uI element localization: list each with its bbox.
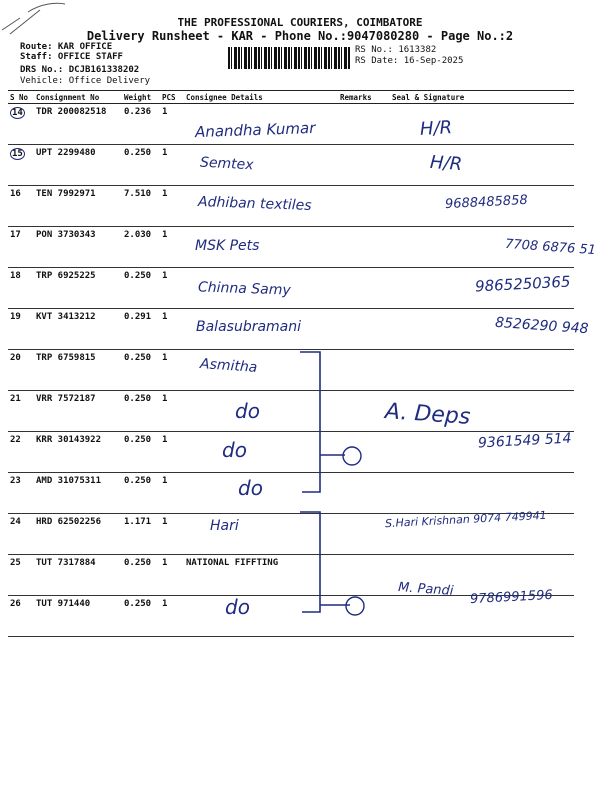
row-pcs-value: 1 <box>162 230 168 240</box>
table-header-row <box>8 91 574 104</box>
row-remarks <box>338 104 390 145</box>
row-remarks <box>338 268 390 309</box>
handwritten-signature: 7708 6876 51 <box>504 236 597 259</box>
row-sno-value: 18 <box>10 271 21 281</box>
row-remarks <box>338 186 390 227</box>
row-consignee <box>184 350 338 391</box>
table-row <box>8 596 574 637</box>
table-row <box>8 555 574 596</box>
row-signature <box>390 555 574 596</box>
row-signature <box>390 145 574 186</box>
row-pcs <box>160 186 184 227</box>
table-row <box>8 309 574 350</box>
row-consignment-value: TUT 7317884 <box>36 558 96 568</box>
row-signature <box>390 514 574 555</box>
row-consignee-value: NATIONAL FIFFTING <box>186 558 279 568</box>
row-pcs-value: 1 <box>162 394 168 404</box>
col-signature: Seal & Signature <box>390 91 574 104</box>
row-pcs <box>160 391 184 432</box>
table-row <box>8 104 574 145</box>
row-consignment <box>34 473 122 514</box>
row-consignment-value: KRR 30143922 <box>36 435 102 445</box>
row-consignee <box>184 145 338 186</box>
row-consignment <box>34 186 122 227</box>
row-pcs <box>160 309 184 350</box>
handwritten-signature: 9688485858 <box>444 192 529 213</box>
col-remarks: Remarks <box>338 91 390 104</box>
row-sno-value: 14 <box>12 108 23 118</box>
col-weight: Weight <box>122 91 160 104</box>
table-row <box>8 268 574 309</box>
row-consignee <box>184 268 338 309</box>
row-sno <box>8 309 34 350</box>
handwritten-consignee: Semtex <box>199 154 254 174</box>
row-remarks <box>338 227 390 268</box>
row-pcs <box>160 555 184 596</box>
table-row <box>8 145 574 186</box>
row-consignee <box>184 309 338 350</box>
row-pcs-value: 1 <box>162 189 168 199</box>
row-weight <box>122 596 160 637</box>
row-pcs <box>160 514 184 555</box>
table-row <box>8 186 574 227</box>
row-pcs-value: 1 <box>162 148 168 158</box>
row-signature <box>390 104 574 145</box>
table-row <box>8 514 574 555</box>
handwritten-consignee: Balasubramani <box>196 319 302 335</box>
row-weight <box>122 227 160 268</box>
row-sno-value: 24 <box>10 517 21 527</box>
row-sno <box>8 186 34 227</box>
handwritten-consignee: Chinna Samy <box>197 279 291 299</box>
row-consignment-value: AMD 31075311 <box>36 476 102 486</box>
row-pcs-value: 1 <box>162 558 168 568</box>
row-consignee <box>184 555 338 596</box>
row-consignee <box>184 514 338 555</box>
row-weight-value: 0.250 <box>124 271 152 281</box>
row-sno-value: 20 <box>10 353 21 363</box>
handwritten-consignee: do <box>238 476 263 500</box>
row-pcs-value: 1 <box>162 353 168 363</box>
row-remarks <box>338 473 390 514</box>
barcode <box>228 47 350 69</box>
row-weight-value: 0.250 <box>124 148 152 158</box>
row-weight-value: 0.250 <box>124 394 152 404</box>
handwritten-signature: 9786991596 <box>469 587 554 608</box>
row-remarks <box>338 309 390 350</box>
row-remarks <box>338 596 390 637</box>
row-weight <box>122 104 160 145</box>
row-weight-value: 0.250 <box>124 558 152 568</box>
row-pcs <box>160 268 184 309</box>
table-row <box>8 473 574 514</box>
row-consignment <box>34 555 122 596</box>
row-pcs-value: 1 <box>162 107 168 117</box>
row-remarks <box>338 514 390 555</box>
row-sno <box>8 227 34 268</box>
handwritten-consignee: do <box>225 595 250 619</box>
row-weight-value: 1.171 <box>124 517 152 527</box>
row-consignment <box>34 104 122 145</box>
row-weight <box>122 309 160 350</box>
row-sno-value: 22 <box>10 435 21 445</box>
row-sno <box>8 432 34 473</box>
row-remarks <box>338 145 390 186</box>
row-weight-value: 0.250 <box>124 353 152 363</box>
row-sno <box>8 555 34 596</box>
table-row <box>8 391 574 432</box>
row-sno <box>8 391 34 432</box>
row-sno-value: 19 <box>10 312 21 322</box>
col-sno: S No <box>8 91 34 104</box>
handwritten-consignee: Hari <box>210 518 239 534</box>
row-pcs-value: 1 <box>162 476 168 486</box>
handwritten-signature: 9865250365 <box>474 272 571 296</box>
row-signature <box>390 596 574 637</box>
row-sno-value: 16 <box>10 189 21 199</box>
row-consignment <box>34 350 122 391</box>
row-weight <box>122 514 160 555</box>
handwritten-signature: H/R <box>429 151 463 176</box>
table-row <box>8 432 574 473</box>
handwritten-signature: H/R <box>419 117 453 140</box>
row-weight-value: 2.030 <box>124 230 152 240</box>
runsheet-subtitle: Delivery Runsheet - KAR - Phone No.:9047080280 - Page No.:2 <box>86 29 514 43</box>
row-consignment-value: TDR 200082518 <box>36 107 107 117</box>
runsheet-table <box>8 90 574 637</box>
row-sno <box>8 268 34 309</box>
row-sno-value: 15 <box>12 149 23 159</box>
row-consignee <box>184 596 338 637</box>
handwritten-consignee: MSK Pets <box>195 238 260 254</box>
row-pcs-value: 1 <box>162 271 168 281</box>
row-pcs <box>160 104 184 145</box>
row-consignee <box>184 104 338 145</box>
row-weight <box>122 473 160 514</box>
row-weight-value: 0.250 <box>124 435 152 445</box>
handwritten-consignee: do <box>222 438 247 462</box>
handwritten-signature: M. Pandi <box>397 580 454 599</box>
row-consignment <box>34 391 122 432</box>
staff-label: Staff: OFFICE STAFF <box>20 52 123 62</box>
col-pcs: PCS <box>160 91 184 104</box>
row-weight-value: 0.250 <box>124 476 152 486</box>
handwritten-consignee: Adhiban textiles <box>197 194 312 214</box>
row-pcs <box>160 473 184 514</box>
row-consignment-value: PON 3730343 <box>36 230 96 240</box>
rs-date: RS Date: 16-Sep-2025 <box>355 56 464 66</box>
row-sno <box>8 145 34 186</box>
row-sno-value: 21 <box>10 394 21 404</box>
col-consignment: Consignment No <box>34 91 122 104</box>
col-consignee: Consignee Details <box>184 91 338 104</box>
row-remarks <box>338 350 390 391</box>
row-weight <box>122 555 160 596</box>
row-consignment-value: TUT 971440 <box>36 599 91 609</box>
row-sno <box>8 473 34 514</box>
row-weight <box>122 391 160 432</box>
row-signature <box>390 186 574 227</box>
handwritten-consignee: do <box>235 399 260 423</box>
row-sno-value: 23 <box>10 476 21 486</box>
handwritten-signature: A. Deps <box>384 399 472 430</box>
row-weight <box>122 268 160 309</box>
row-consignment-value: HRD 62502256 <box>36 517 102 527</box>
handwritten-consignee: Asmitha <box>199 356 258 376</box>
row-pcs-value: 1 <box>162 435 168 445</box>
row-remarks <box>338 391 390 432</box>
handwritten-consignee: Anandha Kumar <box>194 118 316 142</box>
row-signature <box>390 227 574 268</box>
row-consignee <box>184 186 338 227</box>
row-signature <box>390 268 574 309</box>
row-sno-value: 26 <box>10 599 21 609</box>
row-consignee <box>184 227 338 268</box>
row-pcs <box>160 227 184 268</box>
row-pcs <box>160 432 184 473</box>
handwritten-signature: 9361549 514 <box>477 430 572 452</box>
rs-number: RS No.: 1613382 <box>355 45 437 55</box>
row-remarks <box>338 432 390 473</box>
row-consignee <box>184 432 338 473</box>
row-weight-value: 0.250 <box>124 599 152 609</box>
row-weight-value: 0.291 <box>124 312 152 322</box>
drs-number: DRS No.: DCJB161338202 <box>20 65 140 75</box>
row-pcs-value: 1 <box>162 599 168 609</box>
company-title: THE PROFESSIONAL COURIERS, COIMBATORE <box>177 16 423 29</box>
row-pcs-value: 1 <box>162 312 168 322</box>
row-pcs <box>160 350 184 391</box>
row-consignment-value: TEN 7992971 <box>36 189 96 199</box>
row-signature <box>390 350 574 391</box>
row-consignment-value: KVT 3413212 <box>36 312 96 322</box>
row-weight <box>122 186 160 227</box>
row-consignment <box>34 514 122 555</box>
row-consignment <box>34 268 122 309</box>
row-consignee <box>184 473 338 514</box>
row-pcs-value: 1 <box>162 517 168 527</box>
row-consignment <box>34 596 122 637</box>
row-weight-value: 0.236 <box>124 107 152 117</box>
row-sno <box>8 350 34 391</box>
row-consignee <box>184 391 338 432</box>
row-pcs <box>160 145 184 186</box>
row-consignment-value: UPT 2299480 <box>36 148 96 158</box>
row-consignment <box>34 227 122 268</box>
row-consignment <box>34 309 122 350</box>
row-weight <box>122 350 160 391</box>
row-signature <box>390 473 574 514</box>
row-weight-value: 7.510 <box>124 189 152 199</box>
row-sno <box>8 596 34 637</box>
row-consignment-value: VRR 7572187 <box>36 394 96 404</box>
table-row <box>8 227 574 268</box>
row-consignment-value: TRP 6759815 <box>36 353 96 363</box>
row-sno-value: 17 <box>10 230 21 240</box>
row-pcs <box>160 596 184 637</box>
row-weight <box>122 145 160 186</box>
row-remarks <box>338 555 390 596</box>
row-signature <box>390 309 574 350</box>
handwritten-signature: 8526290 948 <box>494 314 589 338</box>
row-sno <box>8 104 34 145</box>
row-consignment <box>34 432 122 473</box>
handwritten-signature: S.Hari Krishnan 9074 749941 <box>384 508 547 531</box>
vehicle-label: Vehicle: Office Delivery <box>20 76 151 86</box>
row-sno <box>8 514 34 555</box>
row-signature <box>390 391 574 432</box>
row-consignment-value: TRP 6925225 <box>36 271 96 281</box>
row-sno-value: 25 <box>10 558 21 568</box>
table-row <box>8 350 574 391</box>
row-weight <box>122 432 160 473</box>
row-consignment <box>34 145 122 186</box>
row-signature <box>390 432 574 473</box>
corner-scribble-icon <box>0 0 70 40</box>
route-label: Route: KAR OFFICE <box>20 42 113 52</box>
